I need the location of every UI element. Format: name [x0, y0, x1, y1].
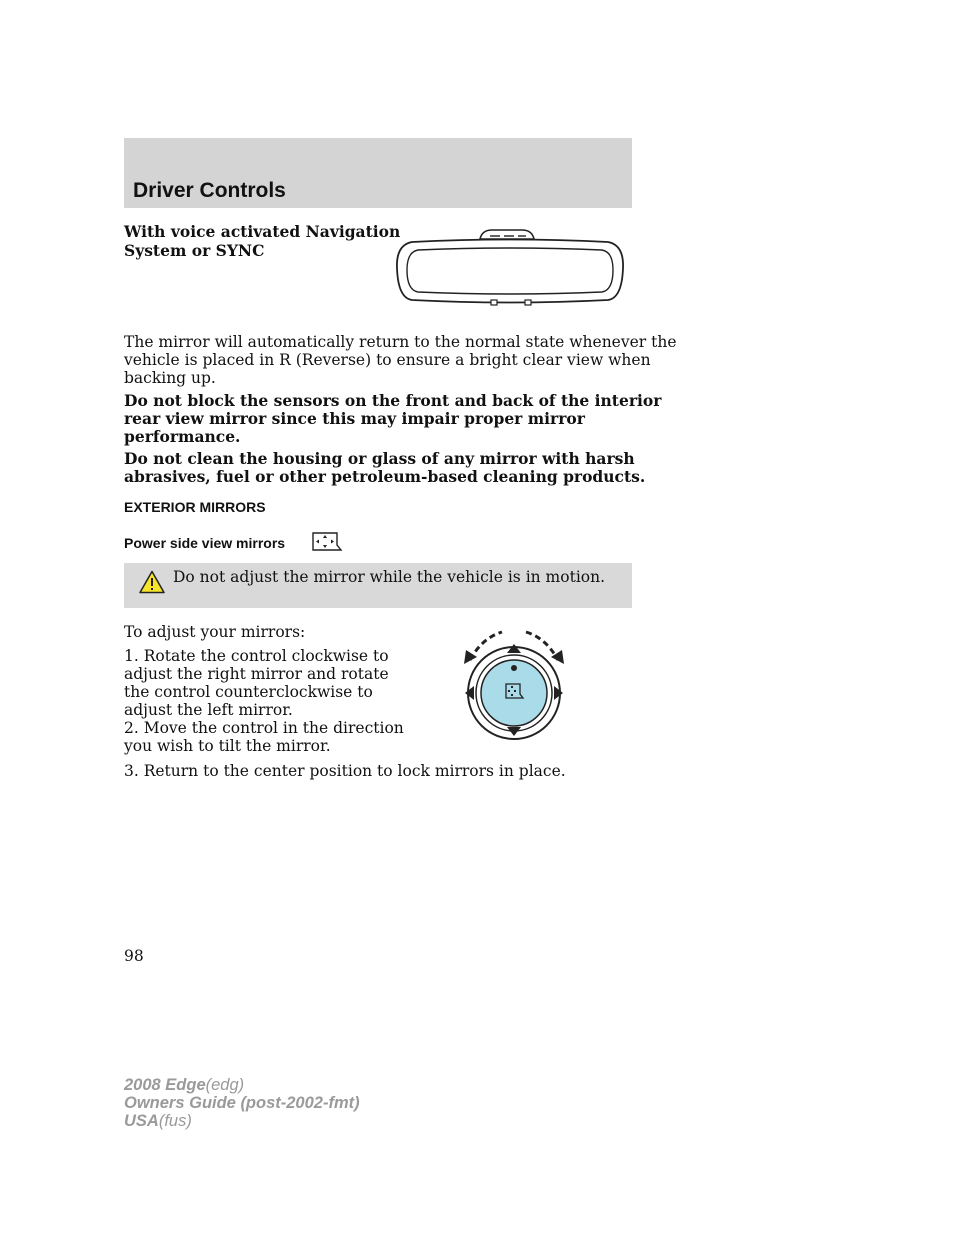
adjust-intro: To adjust your mirrors:	[124, 623, 306, 641]
nav-heading-line2: System or SYNC	[124, 241, 265, 260]
power-mirror-symbol-icon	[311, 530, 343, 552]
page-number: 98	[124, 947, 144, 965]
step1-line1: 1. Rotate the control clockwise to	[124, 647, 389, 665]
footer-model: 2008 Edge	[124, 1076, 206, 1094]
rearview-mirror-illustration	[394, 226, 626, 310]
cleaning-note-line1: Do not clean the housing or glass of any mirror with harsh	[124, 449, 635, 468]
mirror-control-knob-illustration	[456, 622, 572, 740]
sensor-note-line3: performance.	[124, 427, 241, 446]
footer-region: USA	[124, 1112, 159, 1130]
auto-return-text-line1: The mirror will automatically return to the normal state whenever the	[124, 333, 677, 351]
power-mirrors-subheading: Power side view mirrors	[124, 535, 286, 551]
section-title: Driver Controls	[133, 179, 286, 202]
footer-line-guide	[124, 1094, 360, 1112]
sensor-note-line1: Do not block the sensors on the front and back of the interior	[124, 391, 662, 410]
footer-line-model	[124, 1076, 360, 1094]
document-footer	[124, 1076, 360, 1130]
auto-return-text-line3: backing up.	[124, 369, 216, 387]
step1-line2: adjust the right mirror and rotate	[124, 665, 389, 683]
nav-heading-line1: With voice activated Navigation	[124, 222, 401, 241]
warning-triangle-icon	[139, 570, 165, 594]
sensor-note-line2: rear view mirror since this may impair proper mirror	[124, 409, 585, 428]
step3-text: 3. Return to the center position to lock mirrors in place.	[124, 762, 566, 780]
exterior-mirrors-heading: EXTERIOR MIRRORS	[124, 499, 266, 515]
step1-line4: adjust the left mirror.	[124, 701, 293, 719]
footer-region-code: (fus)	[158, 1112, 192, 1130]
step2-line2: you wish to tilt the mirror.	[124, 737, 331, 755]
footer-guide: Owners Guide (post-2002-fmt)	[124, 1094, 360, 1112]
step1-line3: the control counterclockwise to	[124, 683, 373, 701]
cleaning-note-line2: abrasives, fuel or other petroleum-based cleaning products.	[124, 467, 646, 486]
footer-line-region	[124, 1112, 360, 1130]
auto-return-text-line2: vehicle is placed in R (Reverse) to ensure a bright clear view when	[124, 351, 651, 369]
step2-line1: 2. Move the control in the direction	[124, 719, 404, 737]
warning-text: Do not adjust the mirror while the vehicle is in motion.	[173, 568, 606, 586]
footer-model-code: (edg)	[205, 1076, 245, 1094]
